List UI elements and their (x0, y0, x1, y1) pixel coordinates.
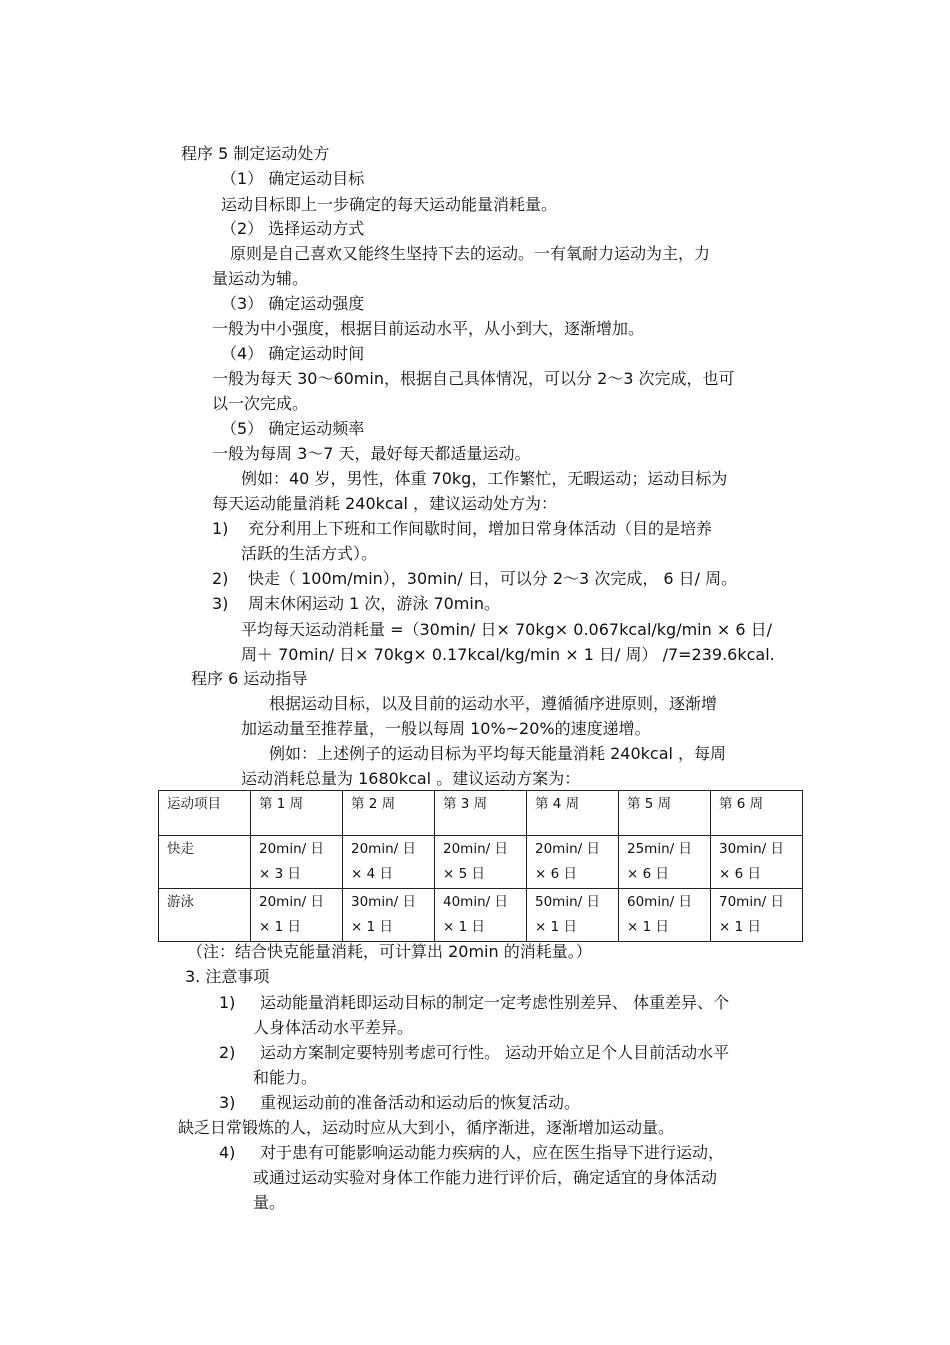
item3-text: 周末休闲运动 1 次，游泳 70min。 (248, 594, 500, 613)
cell-days: × 1 日 (627, 919, 669, 935)
attention1-text-2: 人身体活动水平差异。 (253, 1018, 414, 1037)
exercise-plan-table (158, 790, 803, 942)
cell-days: × 6 日 (627, 866, 669, 882)
item2-number: 2) (212, 569, 229, 588)
cell-days: × 4 日 (351, 866, 393, 882)
table-cell (619, 836, 711, 889)
cell-days: × 6 日 (535, 866, 577, 882)
item1-text-2: 活跃的生活方式）。 (241, 544, 378, 563)
table-row-label: 游泳 (159, 889, 251, 942)
table-header-cell: 第 1 周 (251, 791, 343, 836)
attention4-text-1: 对于患有可能影响运动能力疾病的人，应在医生指导下进行运动， (260, 1143, 725, 1162)
prog5-title: 程序 5 制定运动处方 (181, 144, 330, 163)
cell-days: × 1 日 (351, 919, 393, 935)
cell-duration: 20min/ 日 (535, 841, 600, 857)
table-row (159, 836, 803, 889)
table-row (159, 889, 803, 942)
calculation-text-2: 周＋ 70min/ 日× 70kg× 0.17kcal/kg/min × 1 日/ 周） /7=239.6kcal. (241, 645, 775, 664)
section2-text-1: 原则是自己喜欢又能终生坚持下去的运动。一有氧耐力运动为主，力 (230, 244, 711, 263)
section5-heading: （5） 确定运动频率 (221, 419, 365, 438)
attention1-number: 1) (219, 993, 236, 1012)
table-cell (711, 836, 803, 889)
prog6-paragraph2-2: 运动消耗总量为 1680kcal 。建议运动方案为： (241, 769, 581, 788)
table-header-cell: 第 6 周 (711, 791, 803, 836)
table-cell (251, 889, 343, 942)
section2-text-2: 量运动为辅。 (212, 269, 309, 288)
attention4-number: 4) (219, 1143, 236, 1162)
attention3-text-2: 缺乏日常锻炼的人，运动时应从大到小，循序渐进，逐渐增加运动量。 (178, 1118, 675, 1137)
table-cell (251, 836, 343, 889)
attention4-text-3: 量。 (253, 1193, 286, 1212)
example-text-1: 例如：40 岁，男性，体重 70kg，工作繁忙，无暇运动；运动目标为 (241, 469, 728, 488)
attention2-text-2: 和能力。 (253, 1068, 318, 1087)
calculation-text-1: 平均每天运动消耗量 =（30min/ 日× 70kg× 0.067kcal/kg/min × 6 日/ (241, 620, 772, 639)
table-cell (527, 889, 619, 942)
prog6-paragraph1-1: 根据运动目标，以及目前的运动水平，遵循循序进原则，逐渐增 (269, 694, 718, 713)
item1-number: 1) (212, 519, 229, 538)
section4-text-2: 以一次完成。 (212, 394, 309, 413)
attention2-text-1: 运动方案制定要特别考虑可行性。 运动开始立足个人目前活动水平 (260, 1043, 730, 1062)
cell-duration: 25min/ 日 (627, 841, 692, 857)
prog6-paragraph1-2: 加运动量至推荐量，一般以每周 10%~20%的速度递增。 (241, 719, 651, 738)
cell-duration: 30min/ 日 (719, 841, 784, 857)
section5-text: 一般为每周 3～7 天，最好每天都适量运动。 (212, 444, 531, 463)
table-cell (343, 836, 435, 889)
table-row-label: 快走 (159, 836, 251, 889)
table-cell (343, 889, 435, 942)
table-cell (527, 836, 619, 889)
cell-duration: 20min/ 日 (351, 841, 416, 857)
table-header-cell: 第 3 周 (435, 791, 527, 836)
item2-text: 快走（ 100m/min），30min/ 日，可以分 2～3 次完成， 6 日/ 周。 (248, 569, 738, 588)
attention1-text-1: 运动能量消耗即运动目标的制定一定考虑性别差异、 体重差异、个 (260, 993, 730, 1012)
attention4-text-2: 或通过运动实验对身体工作能力进行评价后，确定适宜的身体活动 (253, 1168, 718, 1187)
cell-days: × 1 日 (719, 919, 761, 935)
table-note: （注：结合快克能量消耗，可计算出 20min 的消耗量。） (187, 942, 592, 961)
item3-number: 3) (212, 594, 229, 613)
item1-text-1: 充分利用上下班和工作间歇时间，增加日常身体活动（目的是培养 (248, 519, 713, 538)
table-cell (435, 889, 527, 942)
table-header-cell: 第 4 周 (527, 791, 619, 836)
attention3-text-1: 重视运动前的准备活动和运动后的恢复活动。 (260, 1093, 581, 1112)
cell-duration: 20min/ 日 (443, 841, 508, 857)
section4-heading: （4） 确定运动时间 (221, 344, 365, 363)
cell-days: × 1 日 (259, 919, 301, 935)
section1-text: 运动目标即上一步确定的每天运动能量消耗量。 (221, 195, 558, 214)
prog6-paragraph2-1: 例如：上述例子的运动目标为平均每天能量消耗 240kcal ，每周 (269, 744, 727, 763)
table-header-cell: 运动项目 (159, 791, 251, 836)
attention3-number: 3) (219, 1093, 236, 1112)
section3-heading: （3） 确定运动强度 (221, 294, 365, 313)
cell-days: × 3 日 (259, 866, 301, 882)
table-header-row (159, 791, 803, 836)
section1-heading: （1） 确定运动目标 (221, 169, 365, 188)
cell-duration: 40min/ 日 (443, 894, 508, 910)
table-header-cell: 第 5 周 (619, 791, 711, 836)
cell-duration: 30min/ 日 (351, 894, 416, 910)
cell-days: × 1 日 (535, 919, 577, 935)
cell-days: × 6 日 (719, 866, 761, 882)
section4-text-1: 一般为每天 30～60min，根据自己具体情况，可以分 2～3 次完成，也可 (212, 369, 735, 388)
example-text-2: 每天运动能量消耗 240kcal ，建议运动处方为： (212, 494, 558, 513)
prog6-title: 程序 6 运动指导 (191, 669, 308, 688)
cell-duration: 20min/ 日 (259, 894, 324, 910)
attention-title: 3. 注意事项 (185, 967, 270, 986)
section2-heading: （2） 选择运动方式 (221, 219, 365, 238)
table-header-cell: 第 2 周 (343, 791, 435, 836)
attention2-number: 2) (219, 1043, 236, 1062)
cell-duration: 60min/ 日 (627, 894, 692, 910)
table-cell (711, 889, 803, 942)
cell-duration: 20min/ 日 (259, 841, 324, 857)
section3-text: 一般为中小强度，根据目前运动水平，从小到大，逐渐增加。 (212, 319, 645, 338)
cell-days: × 1 日 (443, 919, 485, 935)
cell-duration: 50min/ 日 (535, 894, 600, 910)
cell-days: × 5 日 (443, 866, 485, 882)
table-cell (619, 889, 711, 942)
cell-duration: 70min/ 日 (719, 894, 784, 910)
table-cell (435, 836, 527, 889)
